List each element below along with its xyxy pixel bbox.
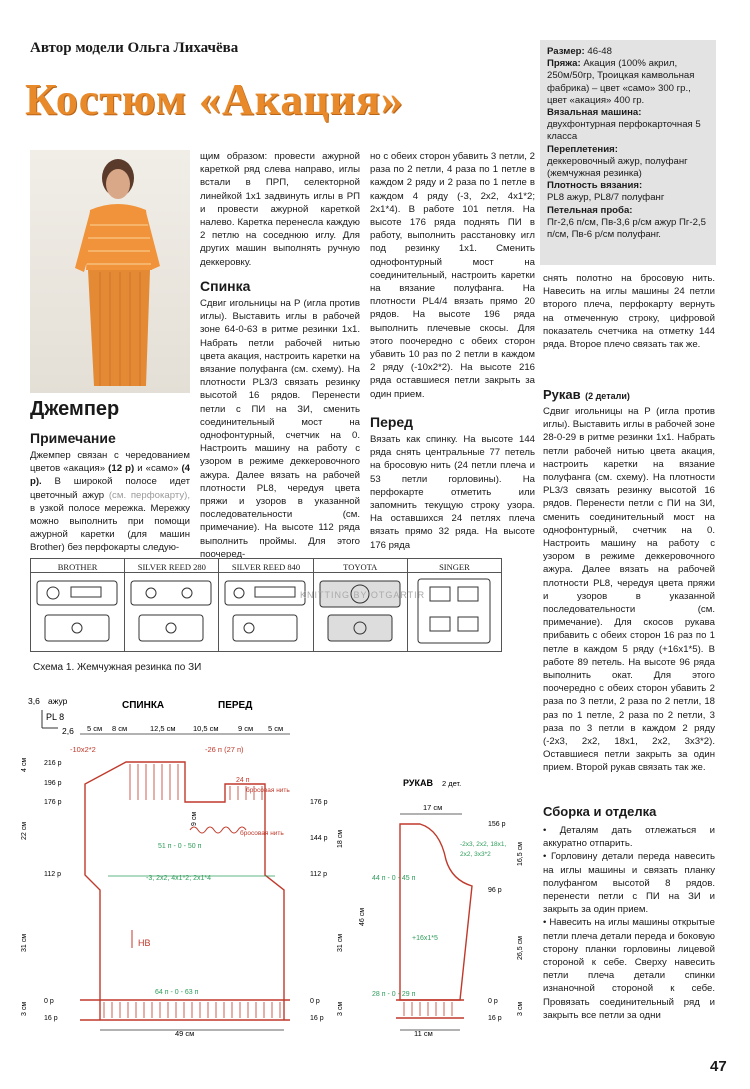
row-112-right: 112 р [310, 871, 327, 878]
scheme-caption: Схема 1. Жемчужная резинка по ЗИ [33, 662, 202, 673]
dim-5cm-right: 5 см [268, 724, 284, 733]
back-label: СПИНКА [122, 700, 165, 711]
row-176-right: 176 р [310, 799, 328, 806]
row-216: 216 р [44, 760, 62, 767]
shoulder-stitches: 24 п [236, 777, 250, 784]
sleeve-row-96: 96 р [488, 887, 502, 894]
row-144-right: 144 р [310, 835, 328, 842]
row-112: 112 р [44, 871, 61, 878]
carriage-icon [408, 573, 501, 649]
right-3cm: 3 см [337, 1001, 344, 1016]
sleeve-mid: 44 п - 0 - 45 п [372, 875, 416, 882]
assembly-item: • Навесить на иглы машины открытые петли плеча детали переда и боковую сторону планки горловины лицевой стороной к себе. Сверху навесить петли плеча детали спинки изнаночной стороной к себе. Провязать соединительный ряд и закрыть все петли за одни [543, 917, 715, 1021]
left-22cm: 22 см [21, 821, 28, 840]
dim-8cm: 8 см [112, 724, 128, 733]
machine-cell [125, 559, 219, 651]
mid-9cm: 9 см [191, 811, 198, 826]
sleeve-right-3: 3 см [517, 1001, 524, 1016]
bottom-width: 49 см [175, 1029, 195, 1038]
neck-note: -26 п (27 п) [205, 745, 244, 754]
sleeve-label: РУКАВ [403, 778, 433, 788]
row-176: 176 р [44, 799, 62, 806]
dim-5cm: 5 см [87, 724, 103, 733]
carriage-icon [219, 573, 312, 649]
sleeve-base: 28 п - 0 - 29 п [372, 991, 416, 998]
watermark: KNITTING BY OTGARTIR [300, 590, 426, 600]
front-text: Вязать как спинку. На высоте 144 ряда снять центральные 77 петель на бросовую нить (24 петли плеча и 53 петли горловины). На перфокарте отметить или запомнить текущую строку узора. На оставшихся 24 петлях плеча вязать прямо 32 ряда. На высоте 176 ряда [370, 434, 535, 551]
shoulder-note: -10х2*2 [70, 745, 96, 754]
body-outline [80, 762, 290, 1020]
left-31cm: 31 см [21, 933, 28, 952]
machine-label: SINGER [408, 559, 501, 573]
size-label: Размер: [547, 46, 585, 57]
carriage-icon [125, 573, 218, 649]
machine-cell [219, 559, 313, 651]
sleeve-text: Сдвиг игольницы на Р (игла против иглы). Выставить иглы в рабочей зоне 28-0-29 в ритме резинки 1х1. Набрать петли рабочей нитью цвета акация, настроить каретки на вязание полуфанга (см. схему). На плотности PL3/3 связать резинку высотой 16 рядов. Перенести петли с ПИ на ЗИ, сменить соединительный мост на однофонтурный, счетчик на 0. Настроить машину на работу с узором в режиме деккеровочного ажура. Далее вязать на рабочей плотности PL8, чередуя цвета пряжи и узоров в указанной последовательности (см. примечание). Для скосов рукава прибавить с обеих сторон 16 раз по 1 петле в каждом 5 ряду (+16х1*5). В работе 89 петель. На высоте 96 ряда выполнить окат. Для этого поочередно с обеих сторон убавить 2 раза по 3 петли, 2 раза по 2 петли, 18 раз по 1 петле, 2 раза по 2 петли, 3 раза по 3 петли в каждом 2 ряду (-2х3, 2х2, 18х1, 2х2, 3х3*2). Оставшиеся петли закрыть за один прием. Второй рукав связать так же. [543, 406, 715, 774]
carriage-icon [314, 573, 407, 649]
sleeve-cap-note-1: -2х3, 2х2, 18х1, [460, 841, 507, 848]
weave-value: деккеровочный ажур, полуфанг (жемчужная резинка) [547, 155, 688, 180]
assembly-heading: Сборка и отделка [543, 804, 657, 819]
info-box [540, 40, 716, 265]
dim-9cm: 9 см [238, 724, 254, 733]
jumper-heading: Джемпер [30, 398, 120, 420]
col2-intro: щим образом: провести ажурной кареткой ряд слева направо, иглы встали в ПРП, селекторной линейкой 1х1 задвинуть иглы в РП и провести ажурной кареткой налево. Каретка перенесла каждую 2 петлю на соседнюю иглу. Для других машин выполнять ручную деккеровку. [200, 151, 360, 268]
machine-cell [314, 559, 408, 651]
legend-rows: 3,6 [28, 696, 40, 706]
machine-label: TOYOTA [314, 559, 407, 573]
assembly-item: • Горловину детали переда навесить на иглы машины и связать планку полуфангом высотой 8 рядов. перенести петли с ПИ на ЗИ и закрыть за один прием. [543, 851, 715, 916]
machines-strip [30, 558, 502, 652]
sleeve-row-16: 16 р [488, 1015, 502, 1022]
front-label: ПЕРЕД [218, 700, 253, 711]
row-16-right: 16 р [310, 1015, 324, 1022]
size-value: 46-48 [587, 46, 612, 57]
waste-yarn-top: бросовая нить [246, 787, 290, 794]
col4-text: снять полотно на бросовую нить. Навесить на иглы машины 24 петли второго плеча, перфокарту вернуть на отмеченную строку, цифровой показатель счетчика на отметку 144 ряда. Второе плечо связать так же. [543, 273, 715, 351]
sleeve-row-156: 156 р [488, 821, 506, 828]
row-16: 16 р [44, 1015, 58, 1022]
sleeve-top: 17 см [423, 803, 443, 812]
right-18cm: 18 см [337, 829, 344, 848]
page-number: 47 [710, 1058, 727, 1075]
sleeve-heading: Рукав (2 детали) [543, 387, 630, 402]
machine-cell [31, 559, 125, 651]
density-label: Плотность вязания: [547, 180, 643, 192]
left-3cm: 3 см [21, 1001, 28, 1016]
sleeve-inc: +16х1*5 [412, 935, 438, 942]
sleeve-right-26: 26,5 см [517, 936, 524, 960]
row-0-right: 0 р [310, 998, 320, 1005]
model-photo [30, 150, 190, 393]
machine-label: Вязальная машина: [547, 107, 642, 119]
sleeve-left-46: 46 см [359, 907, 366, 926]
page-title: Костюм «Акация» [25, 75, 404, 124]
note-text: Джемпер связан с чередованием цветов «акация» (12 р) и «само» (4 р). В широкой полосе идет цветочный ажур (см. перфокарту), в узкой полосе мережка. Мережку можно выполнить при помощи ажурной каретки (для машин Brother) без перфокарты следую- [30, 450, 191, 554]
back-heading: Спинка [200, 278, 251, 294]
legend-pl: PL 8 [46, 712, 65, 722]
machine-label: SILVER REED 840 [219, 559, 312, 573]
nv-mark: НВ [138, 938, 151, 948]
back-text: Сдвиг игольницы на Р (игла против иглы). Выставить иглы в рабочей зоне 64-0-63 в ритме резинки 1х1. Набрать петли рабочей нитью цвета акация, настроить каретки на вязание полуфанга (см. схему). На плотности PL3/3 связать резинку высотой 16 рядов. Перенести петли с ПИ на ЗИ, сменить соединительный мост на однофонтурный, счетчик на 0. Настроить машину на работу с узором в режиме деккеровочного ажура. Далее вязать на рабочей плотности PL8, чередуя цвета пряжи и узоров в указанной последовательности (см. примечание). На высоте 112 ряда выполнить проймы. Для этого поочеред- [200, 298, 360, 560]
sleeve-right-16: 16,5 см [517, 842, 524, 866]
weave-label: Переплетения: [547, 143, 618, 155]
assembly-list [543, 824, 715, 1022]
author-line: Автор модели Ольга Лихачёва [30, 40, 239, 56]
legend-pattern: ажур [48, 696, 68, 706]
note-heading: Примечание [30, 430, 116, 446]
waste-yarn-bottom: бросовая нить [240, 830, 284, 837]
legend-stitches: 2,6 [62, 726, 74, 736]
machine-label: SILVER REED 280 [125, 559, 218, 573]
carriage-icon [31, 573, 124, 649]
density-value: PL8 ажур, PL8/7 полуфанг [547, 192, 665, 204]
machine-cell [408, 559, 501, 651]
yarn-label: Пряжа: [547, 58, 581, 70]
dim-12cm: 12,5 см [150, 724, 176, 733]
pattern-diagram [0, 690, 540, 1050]
sleeve-count: 2 дет. [442, 779, 462, 788]
row-196: 196 р [44, 780, 62, 787]
armhole-note: -3, 2х2, 4х1*2; 2х1*4 [146, 875, 211, 882]
right-31cm: 31 см [337, 933, 344, 952]
assembly-item: • Деталям дать отлежаться и аккуратно отпарить. [543, 825, 715, 850]
left-4cm: 4 см [21, 757, 28, 772]
yarn-value: Акация (100% акрил, 250м/50гр, Троицкая камвольная фабрика) – цвет «само» 300 гр., цвет «акация» 400 гр. [547, 58, 695, 106]
sleeve-width: 11 см [414, 1029, 433, 1038]
sample-label: Петельная проба: [547, 204, 633, 216]
neck-row: 51 п - 0 - 50 п [158, 843, 202, 850]
sleeve-cap-note-2: 2х2, 3х3*2 [460, 851, 491, 858]
machine-label: BROTHER [31, 559, 124, 573]
sample-value: Пг-2,6 п/см, Пв-3,6 р/см ажур Пг-2,5 п/см, Пв-6 р/см полуфанг. [547, 216, 706, 241]
front-heading: Перед [370, 414, 414, 430]
col3-text: но с обеих сторон убавить 3 петли, 2 раза по 2 петли, 4 раза по 1 петле в каждом 2 ряду и 2 раза по 1 петле в каждом 4 ряду (-3, 2х2, 4х1*2; 2х1*4). В работе 101 петля. На высоте 176 ряда поднять ПИ в работу, выполнить расстановку игл под резинку 1х1. Сменить однофонтурный мост на соединительный, настроить каретки на вязание полуфанга. На плотности PL4/4 вязать прямо 20 рядов. На высоте 196 ряда выполнить плечевые скосы. Для этого поочередно с обеих сторон убавить 10 раз по 2 петли в каждом 2 ряду (-10х2*2). На высоте 216 ряда оставшиеся петли закрыть за один прием. [370, 151, 535, 400]
machine-value: двухфонтурная перфокарточная 5 класса [547, 119, 701, 143]
dim-10cm: 10,5 см [193, 724, 219, 733]
sleeve-row-0: 0 р [488, 998, 498, 1005]
row-0: 0 р [44, 998, 54, 1005]
base-row: 64 п - 0 - 63 п [155, 989, 199, 996]
